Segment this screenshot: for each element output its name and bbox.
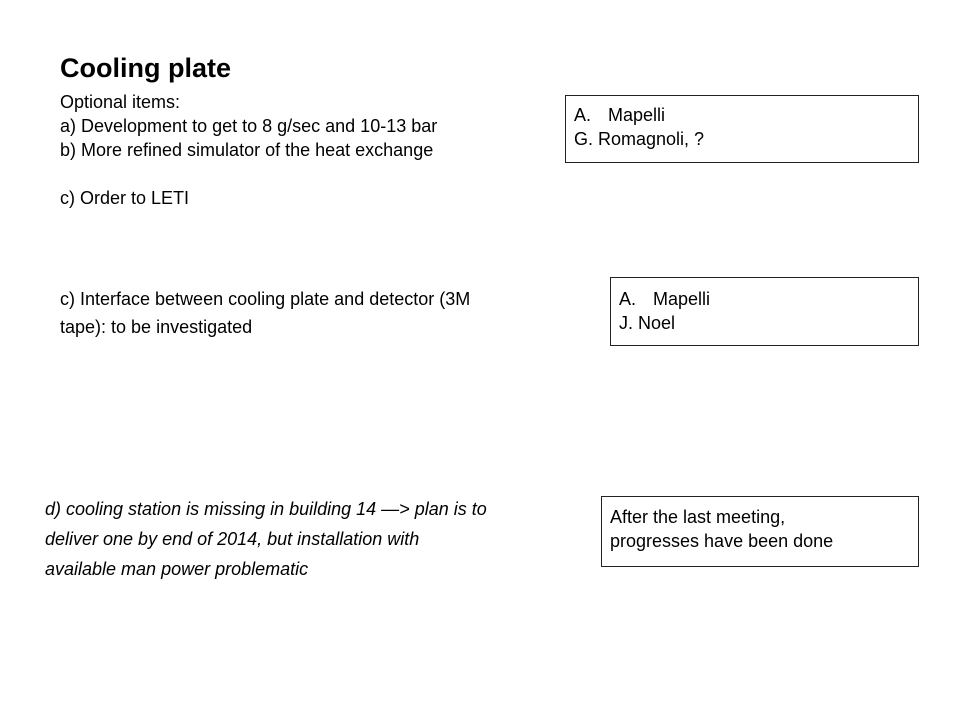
- responsible-line-2: J. Noel: [619, 313, 676, 333]
- responsible-line-1: [619, 287, 910, 311]
- optional-item-b: b) More refined simulator of the heat exchange: [60, 140, 434, 160]
- status-box-cooling-station: [601, 496, 919, 567]
- optional-item-a: a) Development to get to 8 g/sec and 10-13 bar: [60, 116, 438, 136]
- responsible-box-interface: [610, 277, 919, 346]
- responsible-name: Mapelli: [608, 105, 666, 125]
- cooling-station-block: [45, 494, 487, 584]
- interface-line-2: tape): to be investigated: [60, 317, 253, 337]
- interface-block: [60, 285, 470, 341]
- optional-items-heading: Optional items:: [60, 92, 181, 112]
- responsible-line-1: [574, 103, 910, 127]
- optional-items-block: [60, 90, 437, 210]
- list-marker: A.: [574, 105, 592, 125]
- status-line-2: progresses have been done: [610, 531, 834, 551]
- interface-line-1: c) Interface between cooling plate and detector (3M: [60, 289, 471, 309]
- list-marker: A.: [619, 289, 637, 309]
- empty-line: [60, 162, 437, 186]
- responsible-box-optional-items: [565, 95, 919, 163]
- responsible-line-2: G. Romagnoli, ?: [574, 129, 705, 149]
- status-line-1: After the last meeting,: [610, 507, 786, 527]
- optional-item-c: c) Order to LETI: [60, 188, 190, 208]
- responsible-name: Mapelli: [653, 289, 711, 309]
- cooling-station-line-3: available man power problematic: [45, 559, 309, 579]
- slide-title: Cooling plate: [60, 53, 231, 83]
- cooling-station-line-2: deliver one by end of 2014, but installation with: [45, 529, 420, 549]
- cooling-station-line-1: d) cooling station is missing in building 14 —> plan is to: [45, 499, 487, 519]
